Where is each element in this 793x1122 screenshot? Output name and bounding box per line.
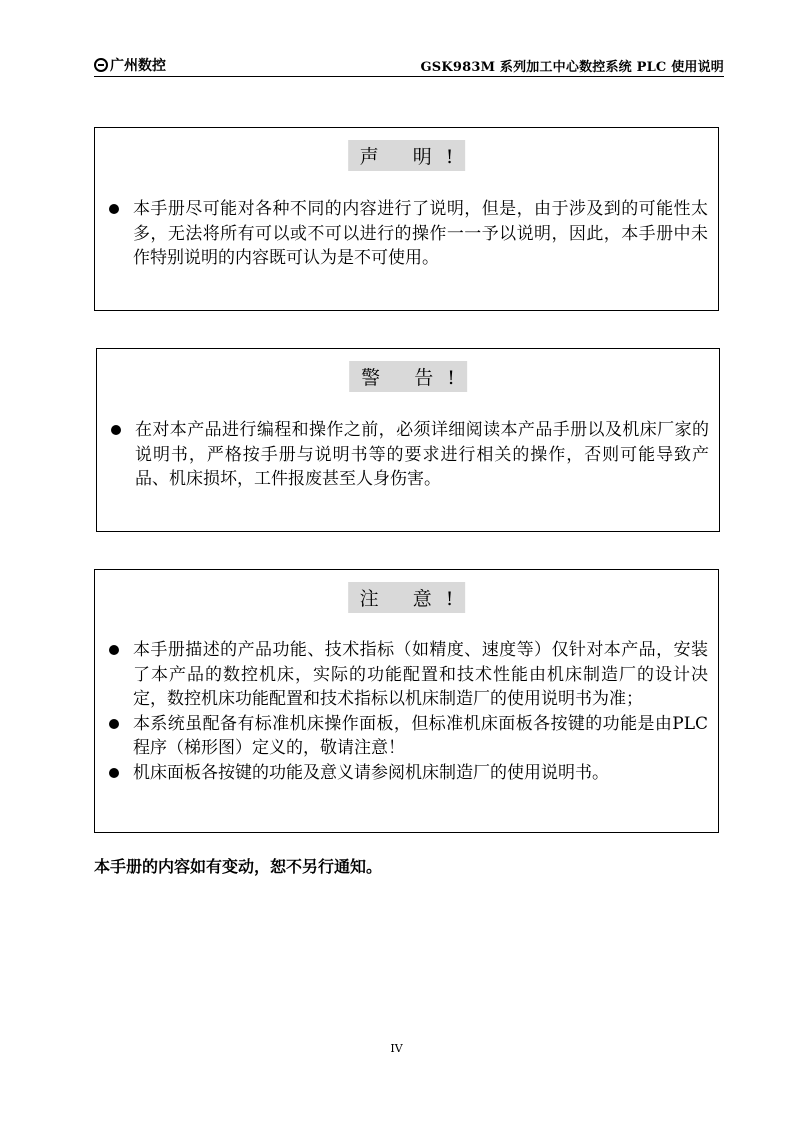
bullet-icon <box>109 768 119 778</box>
caution-title-mark: ! <box>445 588 454 610</box>
list-item <box>109 761 708 786</box>
caution-title-text: 注 意 <box>359 588 446 610</box>
bullet-icon <box>109 204 119 214</box>
declaration-title <box>348 140 466 171</box>
list-item <box>111 418 709 492</box>
page-number: IV <box>390 1042 403 1055</box>
logo-text: 广州数控 <box>110 58 166 74</box>
header-title: GSK983M 系列加工中心数控系统 PLC 使用说明 <box>420 60 724 75</box>
bullet-icon <box>109 719 119 729</box>
list-item-text: 机床面板各按键的功能及意义请参阅机床制造厂的使用说明书。 <box>133 762 609 783</box>
declaration-list <box>109 197 708 271</box>
list-item <box>109 712 708 761</box>
company-logo <box>94 56 166 74</box>
declaration-box <box>94 127 719 311</box>
list-item <box>109 638 708 712</box>
warning-title-text: 警 告 <box>361 367 448 389</box>
declaration-title-mark: ! <box>445 146 454 168</box>
declaration-title-text: 声 明 <box>359 146 446 168</box>
caution-box <box>94 569 719 833</box>
logo-emblem-icon <box>94 58 108 72</box>
list-item-text: 本系统虽配备有标准机床操作面板，但标准机床面板各按键的功能是由PLC 程序（梯形图）定义的，敬请注意！ <box>133 713 708 758</box>
caution-title <box>348 582 466 613</box>
change-notice: 本手册的内容如有变动，恕不另行通知。 <box>94 857 383 876</box>
bullet-icon <box>109 645 119 655</box>
list-item <box>109 197 708 271</box>
warning-box <box>96 348 720 532</box>
caution-list <box>109 638 708 785</box>
warning-list <box>111 418 709 492</box>
warning-title-mark: ! <box>447 367 455 389</box>
list-item-text: 在对本产品进行编程和操作之前，必须详细阅读本产品手册以及机床厂家的说明书，严格按手册与说明书等的要求进行相关的操作，否则可能导致产品、机床损坏，工件报废甚至人身伤害。 <box>135 420 709 489</box>
list-item-text: 本手册描述的产品功能、技术指标（如精度、速度等）仅针对本产品，安装了本产品的数控机床，实际的功能配置和技术性能由机床制造厂的设计决定，数控机床功能配置和技术指标以机床制造厂的使用说明书为准； <box>133 640 708 709</box>
warning-title <box>349 361 467 392</box>
page-header <box>94 54 724 77</box>
bullet-icon <box>111 425 121 435</box>
list-item-text: 本手册尽可能对各种不同的内容进行了说明，但是，由于涉及到的可能性太多，无法将所有可以或不可以进行的操作一一予以说明，因此，本手册中未作特别说明的内容既可认为是不可使用。 <box>133 199 708 268</box>
